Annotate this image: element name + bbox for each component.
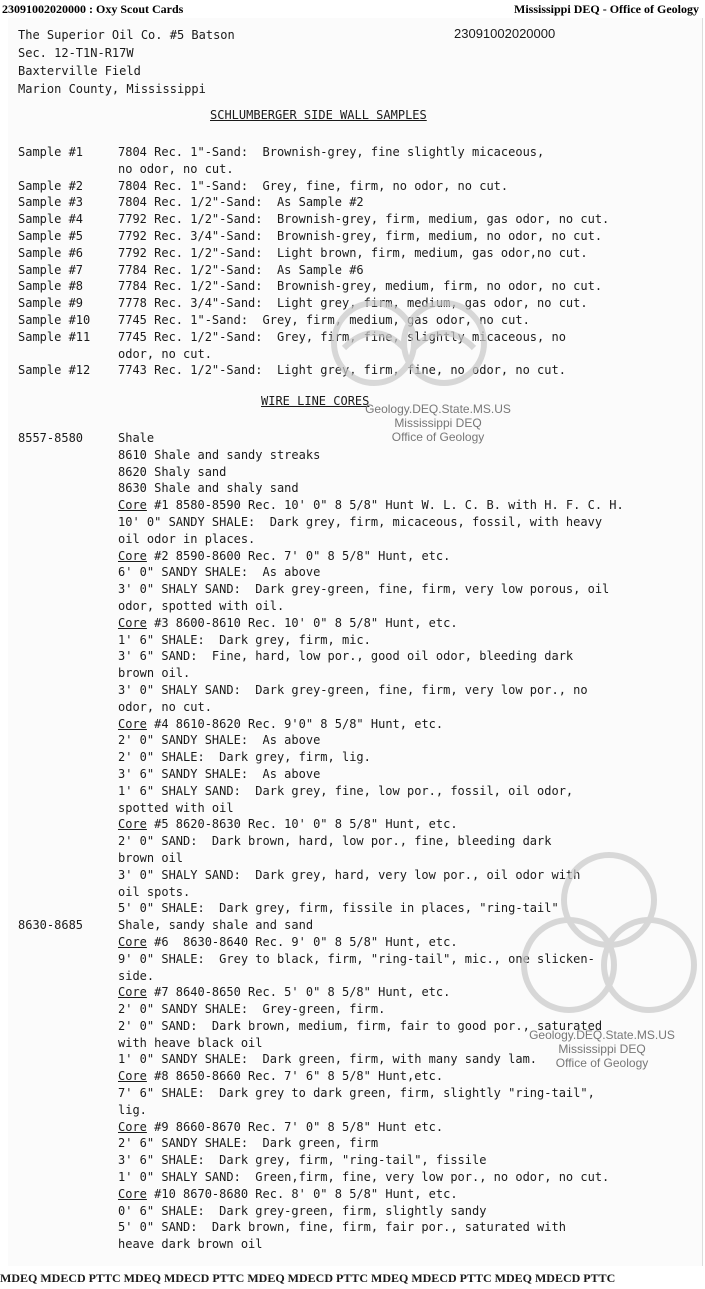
depth-interval (18, 1219, 118, 1253)
core-label: Core (118, 934, 147, 949)
core-run-text: #5 8620-8630 Rec. 10' 0" 8 5/8" Hunt, etc. (146, 817, 458, 832)
core-row (18, 1203, 690, 1220)
well-header: The Superior Oil Co. #5 Batson Sec. 12-T1N-R17W Baxterville Field Marion County, Mississippi (18, 28, 235, 96)
depth-interval (18, 1152, 118, 1169)
depth-interval (18, 564, 118, 581)
depth-interval (18, 816, 118, 833)
depth-interval (18, 1203, 118, 1220)
core-description: 3' 6" SAND: Fine, hard, low por., good oil odor, bleeding dark brown oil. (118, 649, 574, 681)
core-row (18, 1135, 690, 1152)
depth-interval (18, 1085, 118, 1119)
sample-description: 7784 Rec. 1/2"-Sand: Brownish-grey, medium, firm, no odor, no cut. (118, 279, 603, 294)
sample-label: Sample #3 (18, 195, 84, 210)
core-description: 3' 0" SHALY SAND: Dark grey-green, fine, firm, very low porous, oil odor, spotted with oil. (118, 582, 610, 613)
sample-description: 7778 Rec. 3/4"-Sand: Light grey, firm, medium, gas odor, no cut. (118, 296, 588, 311)
depth-interval (18, 984, 118, 1001)
core-row (18, 1119, 690, 1136)
core-description (118, 1186, 690, 1203)
core-run-text: #1 8580-8590 Rec. 10' 0" 8 5/8" Hunt W. L. C. B. with H. F. C. H. (146, 498, 624, 513)
depth-interval (18, 447, 118, 464)
core-description (118, 615, 690, 632)
sample-description: 7792 Rec. 1/2"-Sand: Brownish-grey, firm, medium, gas odor, no cut. (118, 212, 610, 227)
core-run-text: #8 8650-8660 Rec. 7' 6" 8 5/8" Hunt,etc. (146, 1069, 444, 1084)
core-description: 8610 Shale and sandy streaks (118, 447, 321, 462)
core-run-text: #10 8670-8680 Rec. 8' 0" 8 5/8" Hunt, etc. (146, 1186, 458, 1201)
core-description: 2' 6" SANDY SHALE: Dark green, firm (118, 1136, 379, 1151)
sample-description: 7784 Rec. 1/2"-Sand: As Sample #6 (118, 262, 364, 277)
core-row (18, 447, 690, 464)
core-row (18, 581, 690, 615)
depth-interval (18, 548, 118, 565)
footer-banner: MDEQ MDECD PTTC MDEQ MDECD PTTC MDEQ MDECD PTTC MDEQ MDECD PTTC MDEQ MDECD PTTC (0, 1271, 616, 1285)
deq-seal-watermark-icon-2 (514, 850, 704, 1020)
depth-interval (18, 480, 118, 497)
core-label: Core (118, 1119, 147, 1134)
core-description: 1' 0" SHALY SAND: Green,firm, fine, very low por., no odor, no cut. (118, 1170, 610, 1185)
core-description: 2' 0" SHALE: Dark grey, firm, lig. (118, 750, 371, 765)
depth-interval (18, 749, 118, 766)
core-description: 2' 0" SANDY SHALE: Grey-green, firm. (118, 1002, 386, 1017)
depth-interval (18, 1186, 118, 1203)
core-row (18, 632, 690, 649)
depth-interval: 8557-8580 (18, 431, 84, 445)
watermark-text (338, 402, 538, 444)
watermark-line-1b: Geology.DEQ.State.MS.US (529, 1028, 675, 1042)
depth-interval (18, 464, 118, 481)
core-row (18, 732, 690, 749)
sample-label: Sample #1 (18, 145, 84, 159)
core-label: Core (118, 615, 147, 630)
core-label: Core (118, 1069, 147, 1084)
core-row (18, 548, 690, 565)
core-label: Core (118, 716, 147, 731)
core-description: 1' 0" SANDY SHALE: Dark green, firm, with many sandy lam. (118, 1052, 538, 1067)
core-description: 2' 0" SAND: Dark brown, medium, firm, fair to good por., saturated with heave black oil (118, 1018, 603, 1050)
depth-interval (18, 867, 118, 901)
sample-label: Sample #4 (18, 212, 84, 227)
sample-description: 7745 Rec. 1"-Sand: Grey, firm, medium, gas odor, no cut. (118, 312, 530, 327)
core-description: 7' 6" SHALE: Dark grey to dark green, firm, slightly "ring-tail", lig. (118, 1086, 595, 1117)
core-run-text: #4 8610-8620 Rec. 9'0" 8 5/8" Hunt, etc. (146, 716, 444, 731)
sample-label: Sample #12 (18, 363, 91, 378)
sample-label: Sample #2 (18, 178, 84, 193)
depth-interval (18, 514, 118, 548)
core-row (18, 816, 690, 833)
core-label: Core (118, 498, 147, 513)
core-row (18, 749, 690, 766)
depth-interval (18, 783, 118, 817)
core-row (18, 1219, 690, 1253)
sample-description: 7743 Rec. 1/2"-Sand: Light grey, firm, fine, no odor, no cut. (118, 363, 566, 378)
core-run-text: #9 8660-8670 Rec. 7' 0" 8 5/8" Hunt etc. (146, 1119, 444, 1134)
core-row (18, 1186, 690, 1203)
core-row (18, 1085, 690, 1119)
core-run-text: #6 8630-8640 Rec. 9' 0" 8 5/8" Hunt, etc. (146, 934, 458, 949)
core-row (18, 766, 690, 783)
sample-label: Sample #9 (18, 296, 84, 311)
core-row (18, 464, 690, 481)
sample-label: Sample #5 (18, 228, 84, 243)
core-description: 2' 0" SANDY SHALE: As above (118, 733, 321, 748)
sample-row (18, 144, 678, 178)
core-run-text: #3 8600-8610 Rec. 10' 0" 8 5/8" Hunt, etc. (146, 615, 458, 630)
depth-interval (18, 1001, 118, 1018)
wire-line-cores-title: WIRE LINE CORES (261, 394, 370, 408)
core-description: 8630 Shale and shaly sand (118, 481, 299, 496)
agency-title: Mississippi DEQ - Office of Geology (514, 2, 699, 16)
core-description: 6' 0" SANDY SHALE: As above (118, 565, 321, 580)
watermark-line-1: Geology.DEQ.State.MS.US (365, 402, 511, 416)
core-description: 5' 0" SAND: Dark brown, fine, firm, fair por., saturated with heave dark brown oil (118, 1220, 566, 1252)
core-description: 3' 6" SHALE: Dark grey, firm, "ring-tail", fissile (118, 1153, 487, 1168)
depth-interval (18, 732, 118, 749)
core-run-text: #7 8640-8650 Rec. 5' 0" 8 5/8" Hunt, etc. (146, 985, 451, 1000)
core-row (18, 716, 690, 733)
core-description: 1' 6" SHALY SAND: Dark grey, fine, low por., fossil, oil odor, spotted with oil (118, 783, 574, 815)
depth-interval (18, 900, 118, 917)
sample-description: 7804 Rec. 1"-Sand: Grey, fine, firm, no odor, no cut. (118, 178, 509, 193)
core-description: 8620 Shaly sand (118, 464, 227, 479)
core-description: 5' 0" SHALE: Dark grey, firm, fissile in places, "ring-tail" (118, 901, 559, 916)
sample-row (18, 211, 678, 228)
core-description: Shale, sandy shale and sand (118, 918, 314, 933)
sample-row (18, 228, 678, 245)
depth-interval (18, 615, 118, 632)
sample-description: 7804 Rec. 1"-Sand: Brownish-grey, fine slightly micaceous, no odor, no cut. (118, 145, 545, 176)
sample-row (18, 178, 678, 195)
core-description: 2' 0" SAND: Dark brown, hard, low por., fine, bleeding dark brown oil (118, 834, 552, 865)
core-description: 10' 0" SANDY SHALE: Dark grey, firm, micaceous, fossil, with heavy oil odor in places. (118, 514, 603, 546)
depth-interval (18, 951, 118, 985)
core-label: Core (118, 817, 147, 832)
sample-row (18, 194, 678, 211)
core-description: 0' 6" SHALE: Dark grey-green, firm, slightly sandy (118, 1203, 487, 1218)
sample-description: 7792 Rec. 3/4"-Sand: Brownish-grey, firm, medium, no odor, no cut. (118, 228, 603, 243)
core-row (18, 1068, 690, 1085)
sample-label: Sample #11 (18, 329, 91, 344)
core-description: 9' 0" SHALE: Grey to black, firm, "ring-tail", mic., one slicken- side. (118, 951, 595, 983)
depth-interval: 8630-8685 (18, 918, 84, 933)
wire-line-cores-list (18, 430, 690, 1253)
core-row (18, 1152, 690, 1169)
core-description: Shale (118, 431, 155, 445)
core-row (18, 783, 690, 817)
depth-interval (18, 716, 118, 733)
depth-interval (18, 497, 118, 514)
core-description: 3' 0" SHALY SAND: Dark grey, hard, very low por., oil odor with oil spots. (118, 867, 581, 899)
watermark-line-3b: Office of Geology (555, 1056, 649, 1070)
core-row (18, 648, 690, 682)
core-row (18, 615, 690, 632)
core-description (118, 1068, 690, 1085)
depth-interval (18, 632, 118, 649)
core-run-text: #2 8590-8600 Rec. 7' 0" 8 5/8" Hunt, etc. (146, 548, 451, 563)
depth-interval (18, 1018, 118, 1052)
core-description (118, 548, 690, 565)
core-description (118, 816, 690, 833)
core-label: Core (118, 985, 147, 1000)
depth-interval (18, 1068, 118, 1085)
core-row (18, 480, 690, 497)
depth-interval (18, 1119, 118, 1136)
core-row (18, 682, 690, 716)
watermark-line-2b: Mississippi DEQ (558, 1042, 646, 1056)
depth-interval (18, 682, 118, 716)
top-bar (0, 0, 705, 18)
depth-interval (18, 1169, 118, 1186)
sidewall-samples-title: SCHLUMBERGER SIDE WALL SAMPLES (210, 108, 427, 122)
core-row (18, 564, 690, 581)
core-row (18, 497, 690, 514)
core-description: 3' 6" SANDY SHALE: As above (118, 766, 321, 781)
sample-label: Sample #10 (18, 312, 91, 327)
core-description: 3' 0" SHALY SAND: Dark grey-green, fine, firm, very low por., no odor, no cut. (118, 682, 588, 714)
api-number: 23091002020000 (454, 26, 556, 41)
depth-interval (18, 833, 118, 867)
sample-description: 7792 Rec. 1/2"-Sand: Light brown, firm, medium, gas odor,no cut. (118, 245, 588, 260)
sample-description: 7745 Rec. 1/2"-Sand: Grey, firm, fine, slightly micaceous, no odor, no cut. (118, 329, 566, 361)
core-label: Core (118, 548, 147, 563)
sample-row (18, 245, 678, 262)
document-id-title: 23091002020000 : Oxy Scout Cards (2, 2, 184, 16)
sample-label: Sample #6 (18, 245, 84, 260)
watermark-line-3: Office of Geology (391, 430, 485, 444)
core-description (118, 1119, 690, 1136)
depth-interval (18, 648, 118, 682)
core-row (18, 1169, 690, 1186)
deq-seal-watermark-icon (314, 288, 514, 408)
depth-interval (18, 1135, 118, 1152)
core-description (118, 716, 690, 733)
depth-interval (18, 581, 118, 615)
core-label: Core (118, 1186, 147, 1201)
core-description: 1' 6" SHALE: Dark grey, firm, mic. (118, 632, 371, 647)
watermark-text-2 (502, 1028, 702, 1070)
depth-interval (18, 1051, 118, 1068)
depth-interval (18, 934, 118, 951)
core-row (18, 514, 690, 548)
watermark-line-2: Mississippi DEQ (394, 416, 482, 430)
sample-row (18, 262, 678, 279)
scout-card (8, 18, 703, 1266)
sample-label: Sample #8 (18, 279, 84, 294)
sample-label: Sample #7 (18, 262, 84, 277)
core-description (118, 497, 690, 514)
sample-description: 7804 Rec. 1/2"-Sand: As Sample #2 (118, 195, 364, 210)
depth-interval (18, 766, 118, 783)
